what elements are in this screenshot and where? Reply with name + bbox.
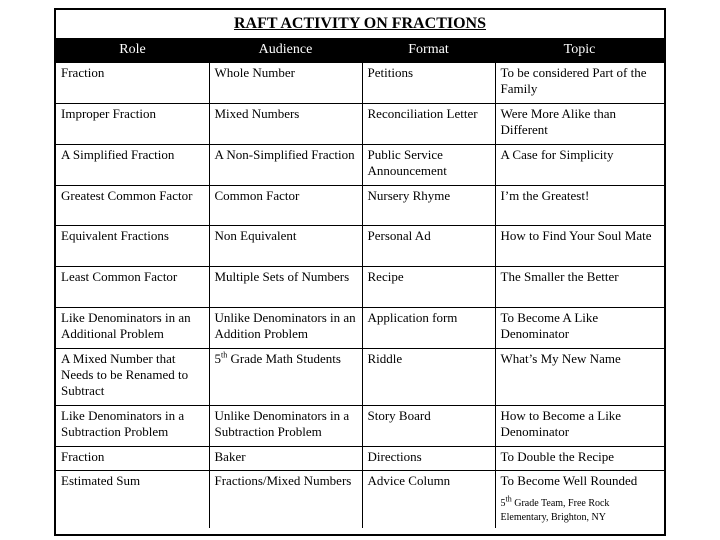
format-cell: Recipe: [362, 267, 495, 308]
topic-cell: To Double the Recipe: [495, 447, 664, 471]
format-cell: Personal Ad: [362, 226, 495, 267]
audience-cell: A Non-Simplified Fraction: [209, 145, 362, 186]
audience-cell: Baker: [209, 447, 362, 471]
format-cell: Riddle: [362, 349, 495, 406]
role-cell: Estimated Sum: [56, 471, 209, 529]
credit-number: 5: [500, 498, 506, 509]
audience-cell: Non Equivalent: [209, 226, 362, 267]
table-row: [56, 406, 664, 447]
role-cell: Greatest Common Factor: [56, 186, 209, 226]
format-cell: Advice Column: [362, 471, 495, 529]
topic-cell: What’s My New Name: [495, 349, 664, 406]
topic-cell: The Smaller the Better: [495, 267, 664, 308]
page-title: RAFT ACTIVITY ON FRACTIONS: [233, 15, 487, 32]
topic-cell: To be considered Part of the Family: [495, 63, 664, 104]
topic-cell: I’m the Greatest!: [495, 186, 664, 226]
format-cell: Application form: [362, 308, 495, 349]
role-cell: Equivalent Fractions: [56, 226, 209, 267]
topic-cell: [495, 471, 664, 529]
header-format: Format: [362, 38, 495, 63]
table-row: [56, 308, 664, 349]
audience-cell: Whole Number: [209, 63, 362, 104]
table-row: [56, 471, 664, 529]
credit-text: Grade Team, Free Rock Elementary, Brighton, NY: [500, 498, 610, 523]
grade-text: Grade Math Students: [227, 351, 341, 366]
role-cell: Least Common Factor: [56, 267, 209, 308]
table-row: [56, 226, 664, 267]
audience-cell: [209, 349, 362, 406]
table-row: [56, 63, 664, 104]
audience-cell: Common Factor: [209, 186, 362, 226]
format-cell: Directions: [362, 447, 495, 471]
format-cell: Reconciliation Letter: [362, 104, 495, 145]
role-cell: A Simplified Fraction: [56, 145, 209, 186]
topic-cell: A Case for Simplicity: [495, 145, 664, 186]
raft-table: [56, 38, 664, 528]
audience-cell: Unlike Denominators in a Subtraction Problem: [209, 406, 362, 447]
format-cell: Nursery Rhyme: [362, 186, 495, 226]
grade-suffix: th: [221, 350, 228, 360]
table-row: [56, 267, 664, 308]
audience-cell: Multiple Sets of Numbers: [209, 267, 362, 308]
raft-document: [54, 8, 666, 536]
role-cell: A Mixed Number that Needs to be Renamed to Subtract: [56, 349, 209, 406]
grade-number: 5: [214, 351, 221, 366]
role-cell: Fraction: [56, 63, 209, 104]
table-row: [56, 145, 664, 186]
table-row: [56, 104, 664, 145]
audience-cell: Unlike Denominators in an Addition Problem: [209, 308, 362, 349]
format-cell: Petitions: [362, 63, 495, 104]
topic-text: To Become Well Rounded: [500, 473, 638, 488]
role-cell: Fraction: [56, 447, 209, 471]
format-cell: Public Service Announcement: [362, 145, 495, 186]
role-cell: Improper Fraction: [56, 104, 209, 145]
role-cell: Like Denominators in an Additional Problem: [56, 308, 209, 349]
table-row: [56, 349, 664, 406]
credit-suffix: th: [505, 494, 512, 504]
role-cell: Like Denominators in a Subtraction Problem: [56, 406, 209, 447]
topic-cell: To Become A Like Denominator: [495, 308, 664, 349]
credit-note: [500, 494, 660, 525]
audience-cell: Fractions/Mixed Numbers: [209, 471, 362, 529]
header-row: [56, 38, 664, 63]
topic-cell: Were More Alike than Different: [495, 104, 664, 145]
audience-cell: Mixed Numbers: [209, 104, 362, 145]
topic-cell: How to Find Your Soul Mate: [495, 226, 664, 267]
table-row: [56, 447, 664, 471]
format-cell: Story Board: [362, 406, 495, 447]
header-role: Role: [56, 38, 209, 63]
header-topic: Topic: [495, 38, 664, 63]
topic-cell: How to Become a Like Denominator: [495, 406, 664, 447]
table-row: [56, 186, 664, 226]
header-audience: Audience: [209, 38, 362, 63]
